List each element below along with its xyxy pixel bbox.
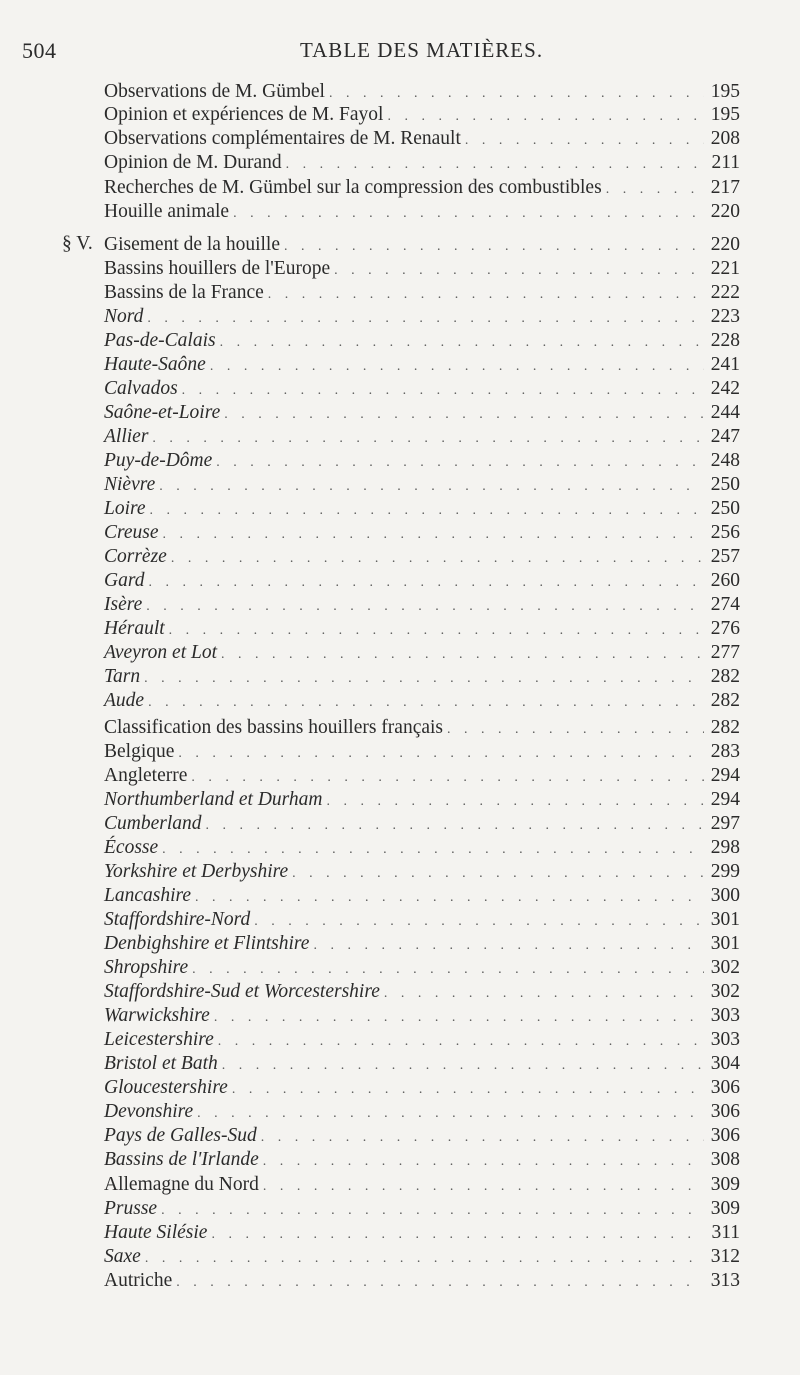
toc-entry-page: 313 (710, 1270, 740, 1291)
toc-entry-title: Creuse (104, 522, 159, 543)
running-title: TABLE DES MATIÈRES. (300, 38, 544, 62)
toc-entry (104, 740, 740, 764)
toc-entry-title: Shropshire (104, 957, 189, 978)
toc-entry-page: 211 (711, 152, 740, 173)
toc-entry (104, 932, 740, 956)
toc-entry (104, 689, 740, 713)
toc-entry-page: 298 (710, 837, 740, 858)
toc-entry (104, 377, 740, 401)
toc-entry (104, 812, 740, 836)
dot-leader (171, 547, 704, 571)
toc-entry-page: 306 (710, 1125, 740, 1146)
toc-entry-title: Gard (104, 570, 145, 591)
dot-leader (334, 259, 704, 283)
toc-entry (104, 1148, 740, 1172)
dot-leader (284, 235, 704, 259)
toc-entry-page: 312 (710, 1246, 740, 1267)
dot-leader (182, 379, 704, 403)
toc-entry (104, 329, 740, 353)
toc-entry-title: Prusse (104, 1198, 158, 1219)
toc-entry (104, 641, 740, 665)
toc-entry-title: Recherches de M. Gümbel sur la compression des combustibles (104, 177, 602, 198)
toc-entry-page: 195 (710, 104, 740, 125)
toc-entry-page: 311 (711, 1222, 740, 1243)
toc-entry (104, 497, 740, 521)
toc-entry-page: 277 (710, 642, 740, 663)
dot-leader (211, 1223, 704, 1247)
toc-entry-title: Opinion et expériences de M. Fayol (104, 104, 384, 125)
dot-leader (152, 427, 704, 451)
dot-leader (144, 667, 704, 691)
dot-leader (384, 982, 704, 1006)
toc-entry-title: Autriche (104, 1270, 173, 1291)
toc-entry (104, 1004, 740, 1028)
toc-entry (104, 401, 740, 425)
toc-entry-title: Nièvre (104, 474, 156, 495)
section-mark: § V. (62, 233, 93, 254)
toc-entry-page: 301 (710, 933, 740, 954)
toc-entry-page: 244 (710, 402, 740, 423)
toc-entry-title: Bassins de l'Irlande (104, 1149, 259, 1170)
dot-leader (220, 331, 704, 355)
toc-entry-page: 309 (710, 1174, 740, 1195)
toc-entry-page: 282 (710, 666, 740, 687)
toc-entry-page: 306 (710, 1101, 740, 1122)
toc-entry (104, 176, 740, 200)
toc-entry-title: Pays de Galles-Sud (104, 1125, 257, 1146)
toc-entry-title: Classification des bassins houillers français (104, 717, 444, 738)
dot-leader (178, 742, 704, 766)
toc-entry (104, 956, 740, 980)
toc-entry (104, 545, 740, 569)
toc-entry (104, 200, 740, 224)
toc-entry-page: 250 (710, 498, 740, 519)
toc-entry (104, 1052, 740, 1076)
toc-entry (104, 1100, 740, 1124)
dot-leader (162, 838, 704, 862)
dot-leader (268, 283, 704, 307)
dot-leader (263, 1175, 704, 1199)
toc-entry (104, 103, 740, 127)
dot-leader (163, 523, 704, 547)
toc-entry (104, 1028, 740, 1052)
toc-entry-page: 256 (710, 522, 740, 543)
toc-entry (104, 281, 740, 305)
toc-entry (104, 716, 740, 740)
toc-entry-page: 241 (710, 354, 740, 375)
toc-entry (104, 788, 740, 812)
toc-entry-page: 247 (710, 426, 740, 447)
dot-leader (148, 691, 704, 715)
toc-entry-title: Observations complémentaires de M. Renault (104, 128, 461, 149)
toc-entry-page: 308 (710, 1149, 740, 1170)
dot-leader (222, 1054, 704, 1078)
toc-entry (104, 617, 740, 641)
toc-entry-page: 303 (710, 1029, 740, 1050)
toc-entry-page: 302 (710, 981, 740, 1002)
toc-entry-title: Denbighshire et Flintshire (104, 933, 310, 954)
toc-entry-title: Allemagne du Nord (104, 1174, 259, 1195)
dot-leader (465, 129, 704, 153)
dot-leader (197, 1102, 704, 1126)
dot-leader (169, 619, 704, 643)
toc-entry-page: 306 (710, 1077, 740, 1098)
toc-entry-title: Lancashire (104, 885, 192, 906)
dot-leader (176, 1271, 704, 1295)
dot-leader (387, 105, 704, 129)
toc-entry-page: 294 (710, 789, 740, 810)
toc-entry-title: Tarn (104, 666, 141, 687)
dot-leader (218, 1030, 704, 1054)
toc-entry (104, 521, 740, 545)
dot-leader (313, 934, 704, 958)
toc-entry (104, 1124, 740, 1148)
toc-entry (104, 233, 740, 257)
toc-entry (104, 1173, 740, 1197)
toc-entry-title: Gisement de la houille (104, 234, 280, 255)
dot-leader (159, 475, 704, 499)
dot-leader (146, 595, 704, 619)
toc-entry-title: Puy-de-Dôme (104, 450, 213, 471)
toc-entry-title: Écosse (104, 837, 159, 858)
toc-entry-page: 309 (710, 1198, 740, 1219)
toc-entry (104, 257, 740, 281)
toc-entry-page: 304 (710, 1053, 740, 1074)
toc-entry-title: Allier (104, 426, 149, 447)
dot-leader (191, 766, 704, 790)
toc-entry-title: Loire (104, 498, 146, 519)
page-number: 504 (22, 38, 57, 63)
toc-entry-page: 301 (710, 909, 740, 930)
toc-entry-page: 303 (710, 1005, 740, 1026)
toc-entry-page: 220 (710, 201, 740, 222)
toc-entry-page: 260 (710, 570, 740, 591)
toc-entry-page: 208 (710, 128, 740, 149)
toc-entry-page: 299 (710, 861, 740, 882)
toc-entry-page: 300 (710, 885, 740, 906)
toc-entry-page: 302 (710, 957, 740, 978)
dot-leader (216, 451, 704, 475)
toc-entry (104, 127, 740, 151)
toc-entry (104, 593, 740, 617)
toc-entry-page: 223 (710, 306, 740, 327)
toc-entry-page: 294 (710, 765, 740, 786)
toc-entry-page: 220 (710, 234, 740, 255)
toc-entry (104, 836, 740, 860)
toc-entry-page: 195 (710, 81, 740, 102)
toc-entry (104, 425, 740, 449)
page-header (0, 38, 800, 68)
toc-entry-page: 217 (710, 177, 740, 198)
toc-entry-page: 222 (710, 282, 740, 303)
toc-entry (104, 1197, 740, 1221)
toc-entry (104, 473, 740, 497)
toc-entry-title: Gloucestershire (104, 1077, 228, 1098)
toc-entry-title: Aude (104, 690, 145, 711)
toc-entry-title: Haute Silésie (104, 1222, 208, 1243)
toc-entry-page: 274 (710, 594, 740, 615)
toc-entry-page: 297 (710, 813, 740, 834)
toc-entry-title: Angleterre (104, 765, 188, 786)
toc-entry-page: 250 (710, 474, 740, 495)
toc-entry-page: 221 (710, 258, 740, 279)
dot-leader (233, 202, 704, 226)
toc-entry-title: Bassins houillers de l'Europe (104, 258, 331, 279)
toc-entry (104, 353, 740, 377)
toc-entry (104, 884, 740, 908)
dot-leader (261, 1126, 704, 1150)
dot-leader (221, 643, 704, 667)
dot-leader (232, 1078, 704, 1102)
dot-leader (210, 355, 704, 379)
toc-entry-title: Houille animale (104, 201, 230, 222)
dot-leader (150, 499, 704, 523)
dot-leader (195, 886, 704, 910)
toc-entry-title: Corrèze (104, 546, 167, 567)
dot-leader (147, 307, 704, 331)
toc-entry (104, 1269, 740, 1293)
toc-entry (104, 1076, 740, 1100)
toc-entry-title: Staffordshire-Nord (104, 909, 251, 930)
dot-leader (145, 1247, 704, 1271)
toc-entry-title: Bassins de la France (104, 282, 264, 303)
toc-entry (104, 665, 740, 689)
toc-entry (104, 1245, 740, 1269)
dot-leader (286, 153, 704, 177)
toc-entry-title: Staffordshire-Sud et Worcestershire (104, 981, 380, 1002)
dot-leader (254, 910, 704, 934)
toc-entry-title: Cumberland (104, 813, 202, 834)
toc-entry-title: Isère (104, 594, 143, 615)
toc-entry-page: 242 (710, 378, 740, 399)
toc-entry (104, 980, 740, 1004)
toc-entry-title: Northumberland et Durham (104, 789, 323, 810)
toc-entry-title: Calvados (104, 378, 178, 399)
toc-entry-page: 282 (710, 690, 740, 711)
toc-entry-page: 283 (710, 741, 740, 762)
toc-entry (104, 764, 740, 788)
toc-entry-title: Belgique (104, 741, 175, 762)
toc-entry-title: Bristol et Bath (104, 1053, 218, 1074)
toc-entry (104, 569, 740, 593)
toc-entry (104, 860, 740, 884)
toc-entry (104, 80, 740, 104)
dot-leader (292, 862, 704, 886)
toc-entry (104, 1221, 740, 1245)
toc-entry-title: Haute-Saône (104, 354, 206, 375)
toc-entry (104, 151, 740, 175)
dot-leader (148, 571, 704, 595)
dot-leader (206, 814, 705, 838)
toc-entry-title: Leicestershire (104, 1029, 214, 1050)
toc-entry-page: 276 (710, 618, 740, 639)
dot-leader (192, 958, 704, 982)
toc-entry-page: 228 (710, 330, 740, 351)
dot-leader (263, 1150, 704, 1174)
toc-entry-page: 248 (710, 450, 740, 471)
toc-entry-title: Aveyron et Lot (104, 642, 218, 663)
toc-entry-page: 282 (710, 717, 740, 738)
toc-entry-title: Saône-et-Loire (104, 402, 221, 423)
toc-entry-title: Yorkshire et Derbyshire (104, 861, 289, 882)
toc-entry (104, 449, 740, 473)
dot-leader (161, 1199, 704, 1223)
toc-entry-title: Hérault (104, 618, 165, 639)
toc-entry-title: Observations de M. Gümbel (104, 81, 325, 102)
dot-leader (447, 718, 704, 742)
toc-entry-title: Warwickshire (104, 1005, 210, 1026)
dot-leader (326, 790, 704, 814)
toc-entry (104, 305, 740, 329)
dot-leader (224, 403, 704, 427)
toc-entry-page: 257 (710, 546, 740, 567)
dot-leader (214, 1006, 704, 1030)
toc-entry-title: Devonshire (104, 1101, 194, 1122)
toc-entry-title: Pas-de-Calais (104, 330, 216, 351)
toc-entry-title: Opinion de M. Durand (104, 152, 282, 173)
toc-entry-title: Nord (104, 306, 144, 327)
dot-leader (606, 178, 704, 202)
toc-entry (104, 908, 740, 932)
toc-entry-title: Saxe (104, 1246, 141, 1267)
